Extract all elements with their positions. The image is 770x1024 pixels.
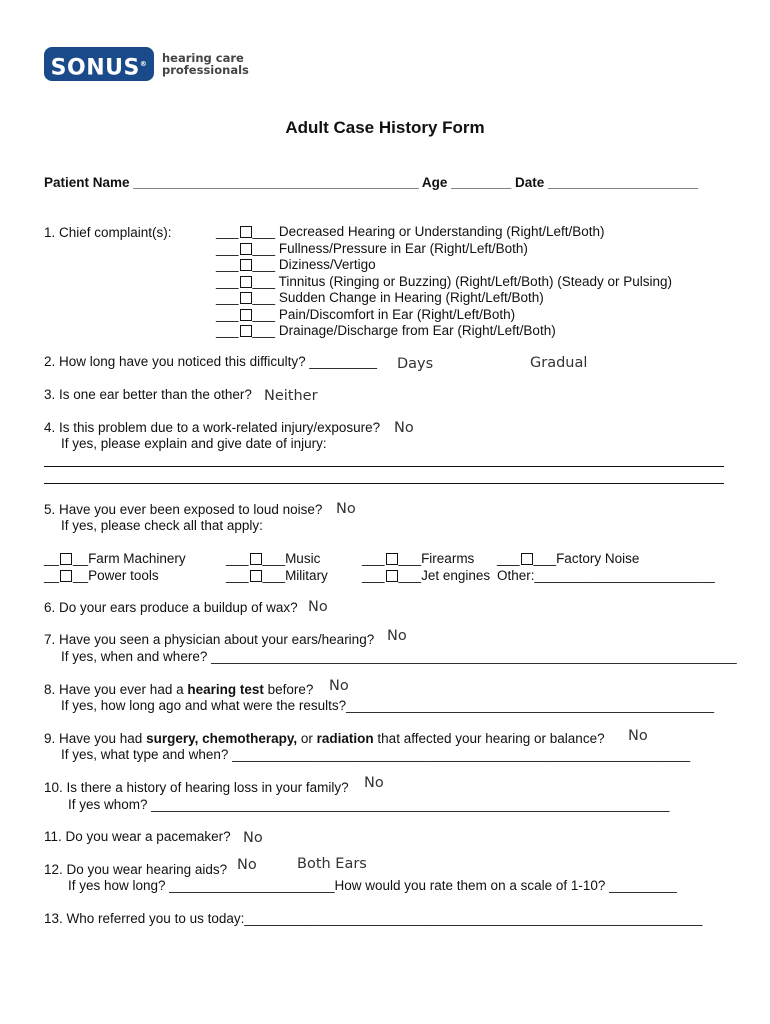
q6-answer[interactable]: No [308,599,328,615]
q1-option[interactable]: ___ ___ Diziness/Vertigo [216,257,376,272]
q12-answer-ears[interactable]: Both Ears [297,856,367,872]
q8-subquestion[interactable]: If yes, how long ago and what were the results?_________________________________________________ [61,698,715,713]
q9-question: 9. Have you had surgery, chemotherapy, or radiation that affected your hearing or balance? [44,731,605,746]
form-title: Adult Case History Form [285,118,485,137]
q7-question: 7. Have you seen a physician about your ears/hearing? [44,632,375,647]
checkbox[interactable] [240,309,252,321]
sonus-logo [44,47,154,81]
q4-subquestion: If yes, please explain and give date of injury: [61,436,327,451]
q4-answer-line-2[interactable] [44,483,724,484]
checkbox[interactable] [240,276,252,288]
q5-options-col4 [497,551,715,584]
logo-tagline [162,52,249,76]
checkbox[interactable] [60,553,72,565]
age-label: Age [421,175,448,190]
q4-question: 4. Is this problem due to a work-related injury/exposure? [44,420,381,435]
q6-question: 6. Do your ears produce a buildup of wax? [44,600,298,615]
option-other[interactable]: Other:________________________ [497,567,715,583]
q1-option[interactable]: ___ ___ Pain/Discomfort in Ear (Right/Left/Both) [216,306,516,322]
logo-registered: ® [139,60,148,68]
checkbox[interactable] [386,570,398,582]
q5-answer[interactable]: No [336,501,356,517]
q10-answer[interactable]: No [364,775,384,791]
q13-question[interactable]: 13. Who referred you to us today:_____________________________________________________________ [44,911,703,926]
option-music[interactable]: ___ ___Music [226,551,321,566]
q11-question: 11. Do you wear a pacemaker? [44,829,231,844]
option-jet-engines[interactable]: ___ ___Jet engines [362,567,491,583]
q9-subquestion[interactable]: If yes, what type and when? _____________________________________________________________ [61,747,691,762]
patient-info-row [44,175,698,190]
patient-name-field[interactable]: ______________________________________ [133,175,419,190]
checkbox[interactable] [521,553,533,565]
q8-question: 8. Have you ever had a hearing test before? [44,682,314,697]
checkbox[interactable] [250,553,262,565]
q12-answer[interactable]: No [237,857,257,873]
patient-name-label: Patient Name [44,175,130,190]
date-label: Date [514,175,545,190]
q1-option[interactable]: ___ ___ Sudden Change in Hearing (Right/Left/Both) [216,290,544,305]
checkbox[interactable] [240,243,252,255]
option-military[interactable]: ___ ___Military [226,567,328,583]
q5-question: 5. Have you ever been exposed to loud noise? [44,502,323,517]
q1-option[interactable]: ___ ___ Tinnitus (Ringing or Buzzing) (Right/Left/Both) (Steady or Pulsing) [216,273,673,289]
option-factory-noise[interactable]: ___ ___Factory Noise [497,551,640,566]
q1-label: 1. Chief complaint(s): [44,225,172,240]
q10-question: 10. Is there a history of hearing loss in your family? [44,780,349,795]
q5-options-col3 [362,551,490,584]
q7-answer[interactable]: No [387,628,407,644]
checkbox[interactable] [250,570,262,582]
q11-answer[interactable]: No [243,830,263,846]
logo-tagline-line1: hearing care [162,51,244,65]
option-farm-machinery[interactable]: __ __Farm Machinery [44,551,186,566]
q10-subquestion[interactable]: If yes whom? _____________________________________________________________________ [68,797,670,812]
q3-question: 3. Is one ear better than the other? [44,387,252,402]
q1-option[interactable]: ___ ___ Decreased Hearing or Understanding (Right/Left/Both) [216,224,605,239]
logo-brand: SONUS [50,55,140,81]
q1-option[interactable]: ___ ___ Drainage/Discharge from Ear (Right/Left/Both) [216,323,556,338]
age-field[interactable]: ________ [451,175,512,190]
q12-subquestion[interactable]: If yes how long? ______________________How would you rate them on a scale of 1-10? _________ [68,878,677,893]
option-power-tools[interactable]: __ __Power tools [44,567,159,583]
checkbox[interactable] [240,325,252,337]
logo-tagline-line2: professionals [162,63,249,77]
checkbox[interactable] [60,570,72,582]
q5-options-col1 [44,551,186,584]
checkbox[interactable] [240,292,252,304]
q1-option[interactable]: ___ ___ Fullness/Pressure in Ear (Right/Left/Both) [216,240,528,256]
q9-answer[interactable]: No [628,728,648,744]
checkbox[interactable] [386,553,398,565]
q5-subquestion: If yes, please check all that apply: [61,518,263,533]
q4-answer-line-1[interactable] [44,466,724,467]
q2-answer-onset[interactable]: Gradual [530,355,588,371]
q8-answer[interactable]: No [329,678,349,694]
q3-answer[interactable]: Neither [264,388,318,404]
q2-question: 2. How long have you noticed this difficulty? _________ [44,354,377,369]
checkbox[interactable] [240,259,252,271]
date-field[interactable]: ____________________ [548,175,699,190]
option-firearms[interactable]: ___ ___Firearms [362,551,475,566]
q5-options-col2 [226,551,328,584]
q4-answer[interactable]: No [394,420,414,436]
q12-question: 12. Do you wear hearing aids? [44,862,228,877]
checkbox[interactable] [240,226,252,238]
q7-subquestion[interactable]: If yes, when and where? ______________________________________________________________________ [61,649,737,664]
q1-options [216,224,672,340]
q2-answer-duration[interactable]: Days [397,356,434,372]
